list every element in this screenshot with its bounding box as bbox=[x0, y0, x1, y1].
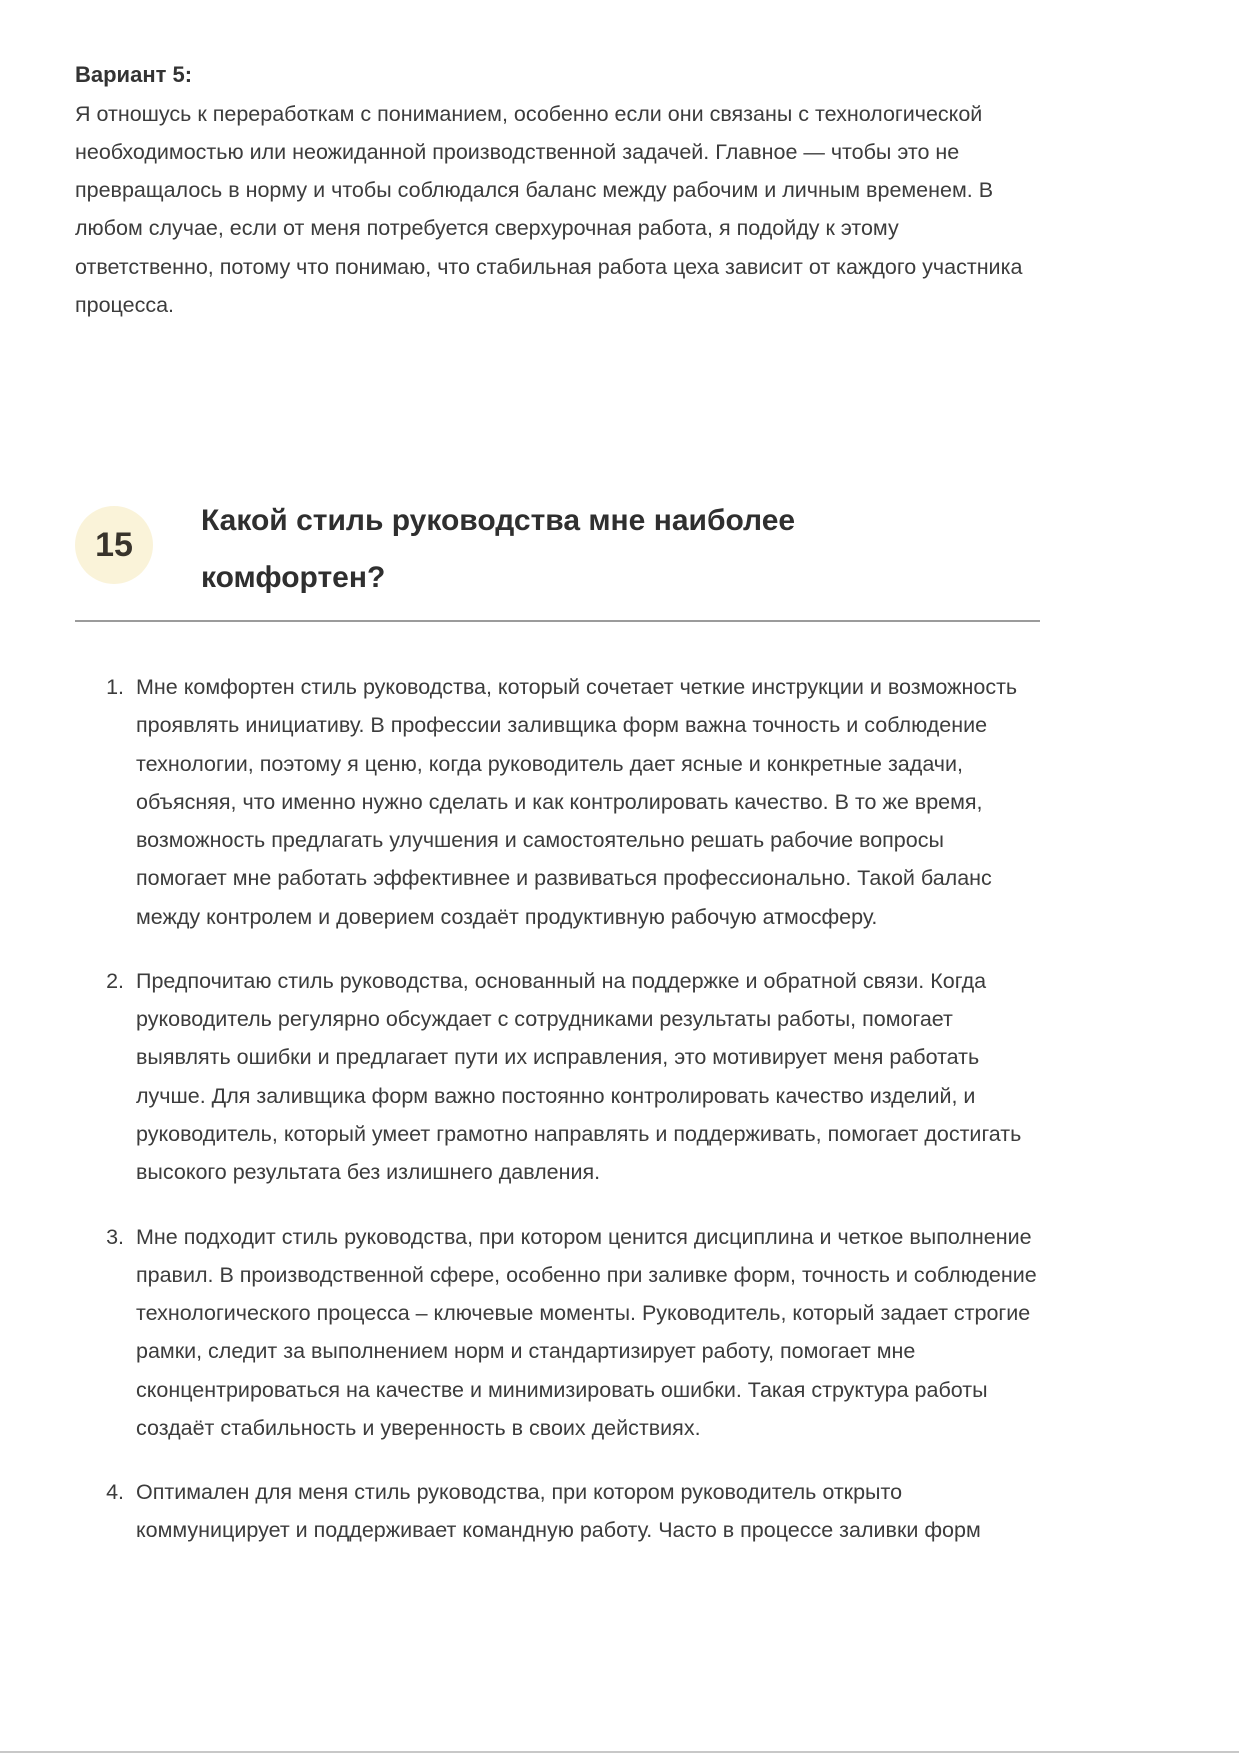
variant-body-text: Я отношусь к переработкам с пониманием, особенно если они связаны с технологической необходимостью или неожиданной производственной задачей. Главное — чтобы это не превращалось в норму и чтобы соблюдался баланс между рабочим и личным временем. В любом случае, если от меня потребуется сверхурочная работа, я подойду к этому ответственно, потому что понимаю, что стабильная работа цеха зависит от каждого участника процесса. bbox=[75, 101, 1023, 317]
document-content bbox=[75, 56, 1040, 1550]
answer-item: 3. Мне подходит стиль руководства, при котором ценится дисциплина и четкое выполнение правил. В производственной сфере, особенно при заливке форм, точность и соблюдение технологического процесса – ключевые моменты. Руководитель, который задает строгие рамки, следит за выполнением норм и стандартизирует работу, помогает мне сконцентрироваться на качестве и минимизировать ошибки. Такая структура работы создаёт стабильность и уверенность в своих действиях. bbox=[130, 1218, 1040, 1448]
variant-heading: Вариант 5: bbox=[75, 62, 193, 87]
question-block bbox=[75, 492, 1040, 606]
answer-item: 4. Оптимален для меня стиль руководства, при котором руководитель открыто коммуницирует и поддерживает командную работу. Часто в процессе заливки форм bbox=[130, 1473, 1040, 1550]
question-divider bbox=[75, 620, 1040, 622]
answer-item: 2. Предпочитаю стиль руководства, основанный на поддержке и обратной связи. Когда руководитель регулярно обсуждает с сотрудниками результаты работы, помогает выявлять ошибки и предлагает пути их исправления, это мотивирует меня работать лучше. Для заливщика форм важно постоянно контролировать качество изделий, и руководитель, который умеет грамотно направлять и поддерживать, помогает достигать высокого результата без излишнего давления. bbox=[130, 962, 1040, 1192]
answer-item: 1. Мне комфортен стиль руководства, который сочетает четкие инструкции и возможность проявлять инициативу. В профессии заливщика форм важна точность и соблюдение технологии, поэтому я ценю, когда руководитель дает ясные и конкретные задачи, объясняя, что именно нужно сделать и как контролировать качество. В то же время, возможность предлагать улучшения и самостоятельно решать рабочие вопросы помогает мне работать эффективнее и развиваться профессионально. Такой баланс между контролем и доверием создаёт продуктивную рабочую атмосферу. bbox=[130, 668, 1040, 936]
question-title: Какой стиль руководства мне наиболее комфортен? bbox=[201, 504, 796, 595]
question-number-badge: 15 bbox=[75, 506, 153, 584]
answers-list bbox=[75, 668, 1040, 1550]
